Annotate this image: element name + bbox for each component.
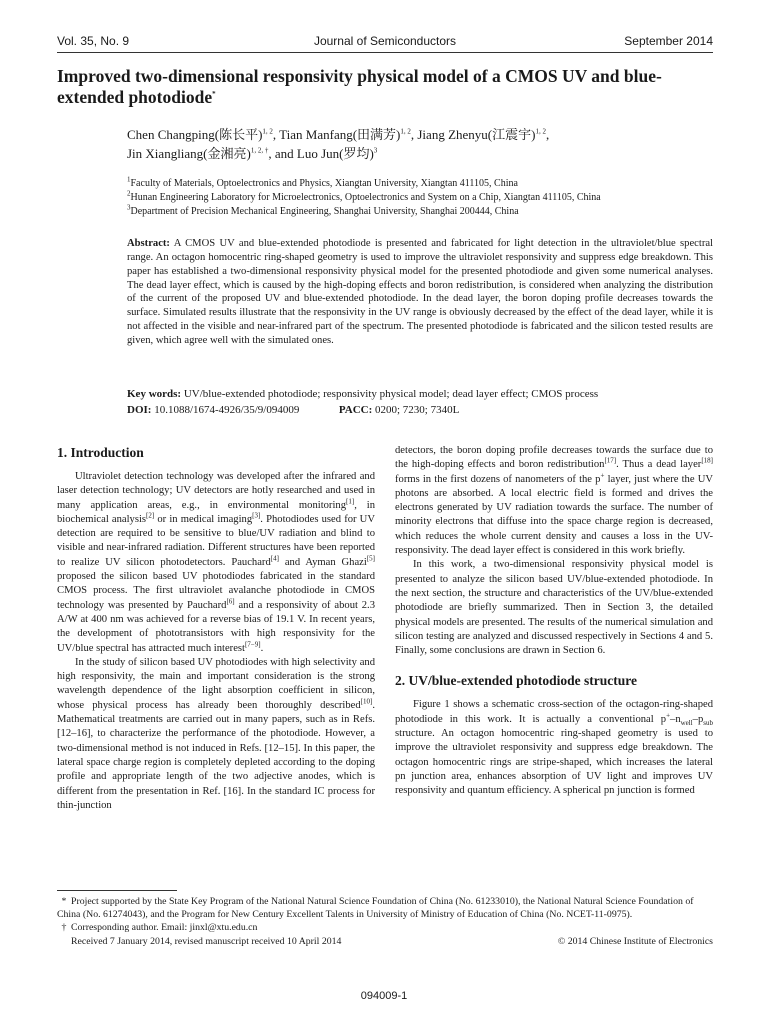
affiliations [127,177,717,219]
doi-line [127,402,713,418]
text-run: . [260,642,264,654]
text-run: . Mathematical treatments are carried out in many papers, such as in Refs. [12–16], to characterize the performance of the photodiode. However, a two-dimensional method is not induced in Refs. [12–15]. In this paper, the lateral space charge region is completely depleted according to the doping profile and appropriate length of the two adjective anodes, which is different from the presentation in Ref. [16]. In the standard IC process for thin-junction [57,699,375,811]
paragraph [57,656,375,813]
author: Chen Changping(陈长平) [127,127,263,142]
paragraph [57,470,375,656]
footnote-mark: † [61,922,67,934]
citation[interactable]: [1] [346,497,355,506]
citation[interactable]: [18] [701,456,713,465]
paper-title-text: Improved two-dimensional responsivity physical model of a CMOS UV and blue-extended photodiode [57,66,662,107]
author: Tian Manfang(田满芳) [279,127,401,142]
left-column [57,444,375,813]
text-run: or in medical imaging [154,513,253,525]
right-column [395,444,713,799]
text-run: . Thus a dead layer [616,459,702,471]
affil-number: 1 [127,175,131,184]
text-run: In the study of silicon based UV photodiodes with high selectivity and high responsivity, the main and important consideration is the strong wavelength dependence of the light absorption coefficient in silicon, whose physical process has already been thoroughly described [57,656,375,711]
author: Jiang Zhenyu(江震宇) [417,127,536,142]
text-run: forms in the first dozens of nanometers of the p [395,473,601,485]
affiliation [127,191,717,205]
paragraph: In this work, a two-dimensional responsivity physical model is presented to analyze the silicon based UV/blue-extended photodiode. In the next section, the structure and characteristics of the UV/blue-extended photodiode are briefly summarized. Then in Section 3, the detailed physical models are presented. The results of the numerical simulation and silicon testing are analyzed and discussed respectively in Sections 4 and 5. Finally, some conclusions are drawn in Section 6. [395,559,713,657]
header-journal: Journal of Semiconductors [313,34,457,48]
text-run: Ultraviolet detection technology was developed after the infrared and laser detection technology; UV detectors are hotly researched and used in many application areas, e.g., in environmental monitoring [57,471,375,511]
header-date: September 2014 [624,34,713,48]
affil-number: 3 [127,203,131,212]
citation[interactable]: [7−9] [244,640,261,649]
author-affil-mark: 1, 2, † [250,146,269,155]
paragraph [395,698,713,798]
footnote-project [57,895,713,921]
author: Jin Xiangliang(金湘亮) [127,146,251,161]
text-run: Figure 1 shows a schematic cross-section of the octagon-ring-shaped photodiode in this work. It is actually a conventional p [395,699,713,725]
title-footnote-mark: * [212,90,216,99]
affiliation [127,205,717,219]
keywords-line [127,386,713,402]
section-heading: 1. Introduction [57,445,144,460]
abstract-text: A CMOS UV and blue-extended photodiode is presented and fabricated for light detection in the ultraviolet/blue spectral range. An octagon homocentric ring-shaped geometry is used to improve the ultraviolet responsivity and suppress edge breakdown. This paper has established a two-dimensional responsivity physical model for the presented photodiode and given some numerical analyses. The dead layer effect, which is caused by the high-doping effects and boron redistribution, is considered when analyzing the distribution of the current of the proposed UV and blue-extended photodiode. In the dead layer, the boron doping profile decreases towards the surface. Simulated results illustrate that the responsivity in the UV range is obviously decreased by the effect of the dead layer, while it is not affected in the visible and near-infrared part of the spectrum. The presented photodiode is fabricated and the silicon tested results are given, which agree well with the simulated ones. [127,238,713,346]
affiliation [127,177,717,191]
header-rule [57,52,713,53]
text-run: and Ayman Ghazi [278,556,367,568]
text-run: proposed the silicon based UV photodiodes fabricated in the standard CMOS process. The first ultraviolet avalanche photodiode in CMOS technology was presented by Pauchard [57,571,375,611]
received-dates: Received 7 January 2014, revised manuscript received 10 April 2014 [71,935,342,947]
text-run: layer, just where the UV photons are absorbed. A local electric field is formed and drives the electrons generated by UV radiation towards the surface. The number of minority electrons that diffuse into the space charge region is decreased, which reduces the whole current density and causes a loss in the UV-responsivity. The dead layer effect is considered in this work briefly. [395,473,713,557]
author: Luo Jun(罗均) [296,146,374,161]
footnote-text: Project supported by the State Key Program of the National Natural Science Foundation of China (No. 61233010), the National Natural Science Foundation of China (No. 61274043), and the Program for New Century Excellent Talents in University of Ministry of Education of China (No. NCET-11-0975). [57,896,694,921]
keywords-label: Key words: [127,388,182,400]
citation[interactable]: [17] [604,456,617,465]
author-affil-mark: 1, 2 [400,127,411,136]
pacc-label: PACC: [338,404,373,416]
keywords-text: UV/blue-extended photodiode; responsivity physical model; dead layer effect; CMOS process [183,388,599,400]
affil-number: 2 [127,189,131,198]
doi-value[interactable]: 10.1088/1674-4926/35/9/094009 [154,404,300,416]
copyright: © 2014 Chinese Institute of Electronics [557,935,713,947]
affiliation-text: Hunan Engineering Laboratory for Microelectronics, Optoelectronics and System on a Chip, Xiangtan 411105, China [130,192,601,203]
pacc-value: 0200; 7230; 7340L [375,404,460,416]
running-header [57,34,713,50]
text-run: structure. An octagon homocentric ring-shaped geometry is used to improve the ultraviolet responsivity and suppress edge breakdown. The octagon homocentric rings are stripe-shaped, which increases the lateral pn junction area, enhances absorption of UV light and improves UV responsivity and quantum efficiency. A spherical pn junction is formed [395,728,713,797]
header-volume: Vol. 35, No. 9 [57,34,130,48]
footnote-mark: * [61,896,67,907]
text-run: detectors, the boron doping profile decreases towards the surface due to the high-doping effects and boron redistribution [395,445,713,471]
section-heading: 2. UV/blue-extended photodiode structure [395,673,638,689]
affiliation-text: Department of Precision Mechanical Engineering, Shanghai University, Shanghai 200444, China [130,206,519,217]
footnote-rule [57,890,177,891]
author-affil-mark: 3 [373,146,378,155]
citation[interactable]: [4] [270,554,279,563]
page-number: 094009-1 [360,990,408,1002]
footnote-text: Corresponding author. Email: jinxl@xtu.edu.cn [71,922,258,934]
superscript: + [666,711,671,720]
text-run: –n [670,713,681,725]
paper-title [57,66,713,108]
citation[interactable]: [10] [360,697,373,706]
doi-label: DOI: [127,404,152,416]
keywords-block [127,386,713,418]
author-affil-mark: 1, 2 [535,127,546,136]
footnotes [57,895,713,948]
citation[interactable]: [5] [366,554,376,563]
affiliation-text: Faculty of Materials, Optoelectronics and Physics, Xiangtan University, Xiangtan 411105, China [130,178,518,189]
text-run: and a responsivity of about 2.3 A/W at 400 nm was achieved for a reverse bias of 19.1 V. In recent years, the development of phototransistors with high responsivity for the UV/blue spectral has attracted much interest [57,599,375,654]
footnote-received [57,935,713,948]
author-affil-mark: 1, 2 [262,127,273,136]
text-run: , in biochemical analysis [57,499,375,525]
footnote-corresponding [57,921,713,934]
author-list: Chen Changping(陈长平)$^{1, 2}$, Tian Manfang(田满芳)$^{1, 2}$, Jiang Zhenyu(江震宇)$^{1, 2}$, Jin Xiangliang(金湘亮)$^{1, 2, \dagger}$, and Luo Jun(罗均)$^3$ [127,127,550,161]
paragraph-continued [395,444,713,558]
abstract-label: Abstract: [127,238,170,249]
citation[interactable]: [6] [226,597,235,606]
text-run: –p [692,713,704,725]
subscript: sub [703,718,713,727]
abstract [127,237,713,348]
subscript: well [680,718,693,727]
superscript: + [600,471,605,480]
citation[interactable]: [3] [252,511,261,520]
author-conjunction: and [274,146,294,161]
text-run: . Photodiodes used for UV detection are required to be sensitive to blue/UV radiation and blind to visible and near-infrared radiation. Different structures have been reported to realize UV silicon photodetectors. Pauchard [57,513,375,568]
citation[interactable]: [2] [146,511,155,520]
